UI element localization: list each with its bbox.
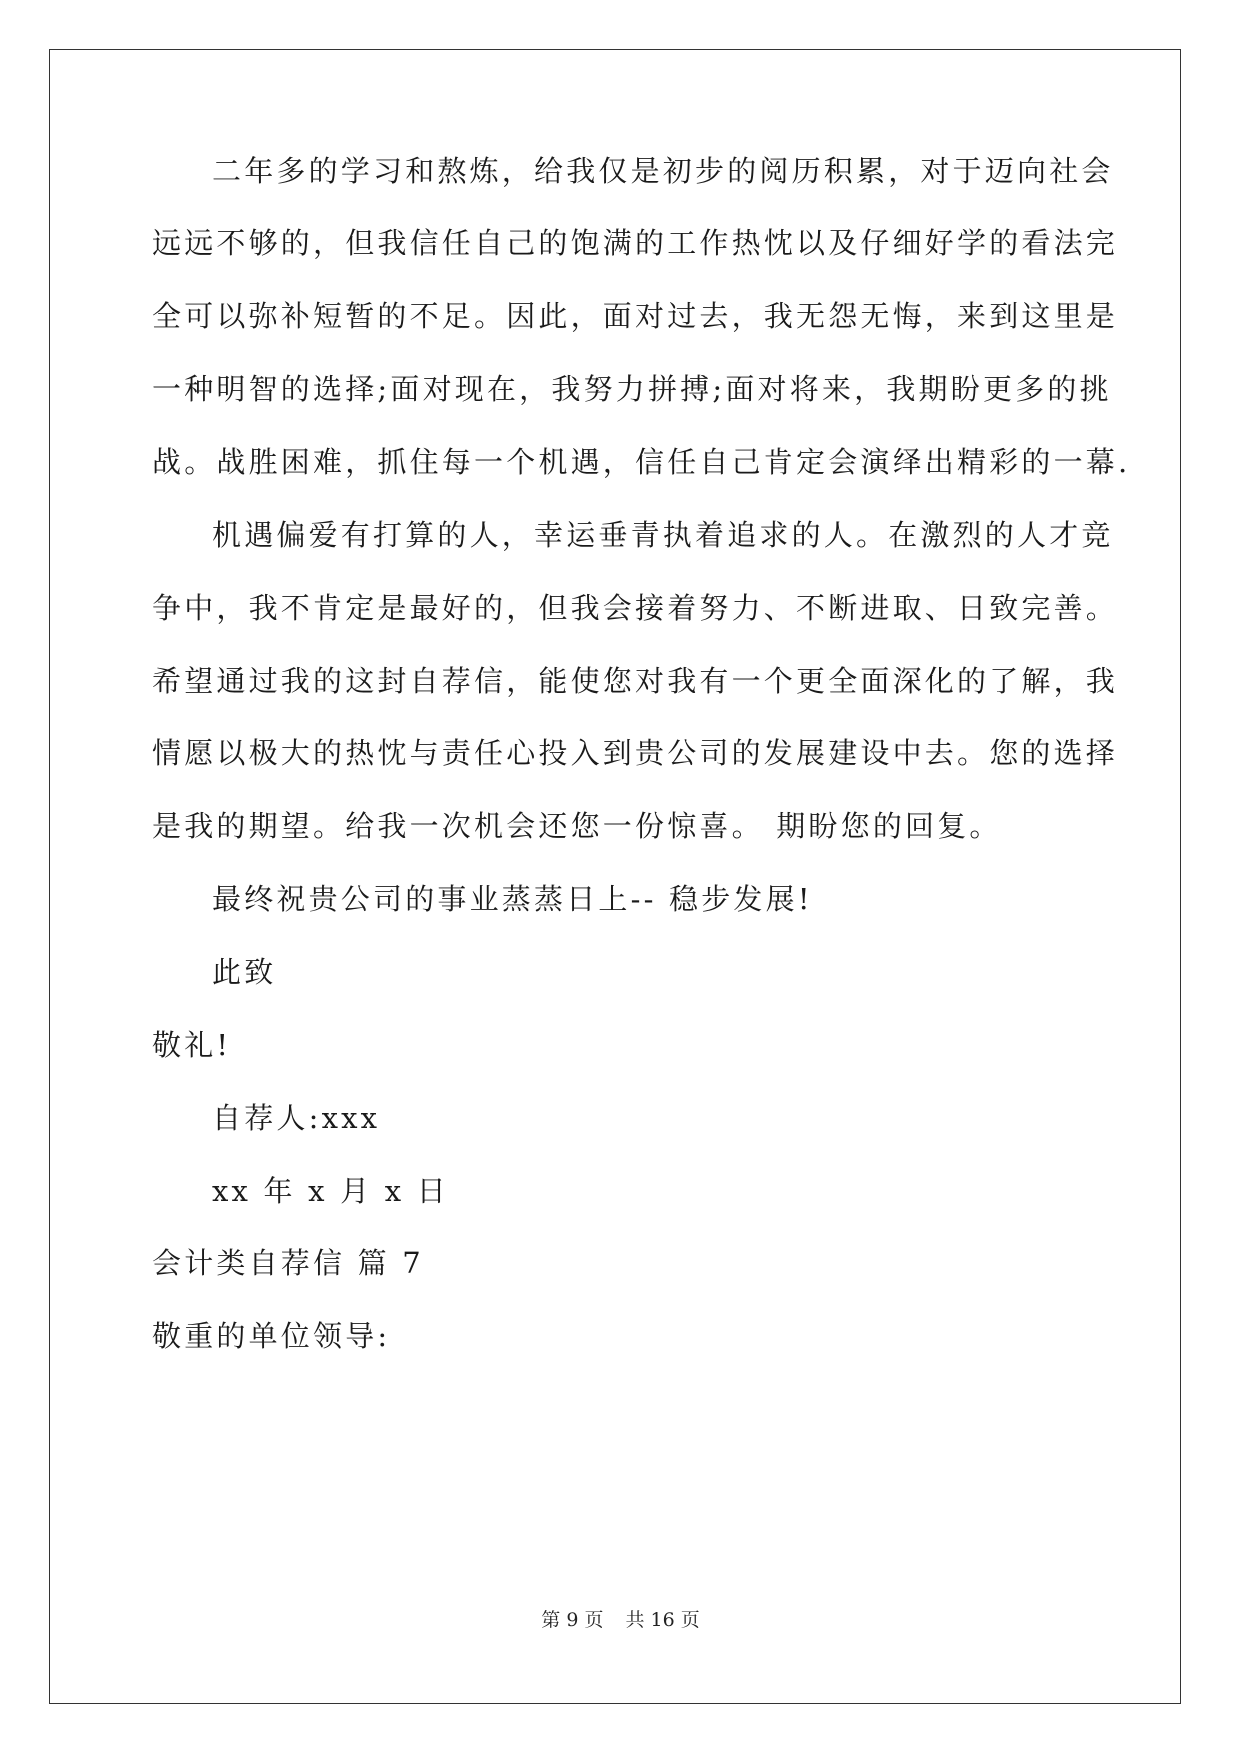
closing-line: 此致 (212, 955, 277, 989)
paragraph-2-line-3: 希望通过我的这封自荐信，能使您对我有一个更全面深化的了解，我 (152, 664, 1119, 698)
salute-line: 敬礼! (152, 1028, 232, 1062)
page-number: 第 9 页 (541, 1609, 604, 1631)
signer-line: 自荐人:xxx (212, 1101, 381, 1135)
section-title: 会计类自荐信 篇 7 (152, 1246, 424, 1280)
paragraph-1-line-4: 一种明智的选择;面对现在，我努力拼搏;面对将来，我期盼更多的挑 (152, 372, 1112, 406)
paragraph-1-line-2: 远远不够的，但我信任自己的饱满的工作热忱以及仔细好学的看法完 (152, 226, 1119, 260)
paragraph-2-line-1: 机遇偏爱有打算的人，幸运垂青执着追求的人。在激烈的人才竞 (212, 518, 1114, 552)
page-total: 共 16 页 (625, 1609, 700, 1631)
date-line: xx 年 x 月 x 日 (212, 1174, 449, 1208)
paragraph-2-line-5: 是我的期望。给我一次机会还您一份惊喜。 期盼您的回复。 (152, 809, 1002, 843)
paragraph-1-line-1: 二年多的学习和熬炼，给我仅是初步的阅历积累，对于迈向社会 (212, 154, 1114, 188)
paragraph-1-line-3: 全可以弥补短暂的不足。因此，面对过去，我无怨无悔，来到这里是 (152, 299, 1119, 333)
page-footer (0, 1607, 1241, 1633)
greeting-line: 敬重的单位领导: (152, 1319, 391, 1353)
paragraph-2-line-2: 争中，我不肯定是最好的，但我会接着努力、不断进取、日致完善。 (152, 591, 1119, 625)
paragraph-1-line-5: 战。战胜困难，抓住每一个机遇，信任自己肯定会演绎出精彩的一幕. (152, 445, 1131, 479)
paragraph-2-line-4: 情愿以极大的热忱与责任心投入到贵公司的发展建设中去。您的选择 (152, 736, 1119, 770)
wish-line: 最终祝贵公司的事业蒸蒸日上-- 稳步发展! (212, 882, 813, 916)
